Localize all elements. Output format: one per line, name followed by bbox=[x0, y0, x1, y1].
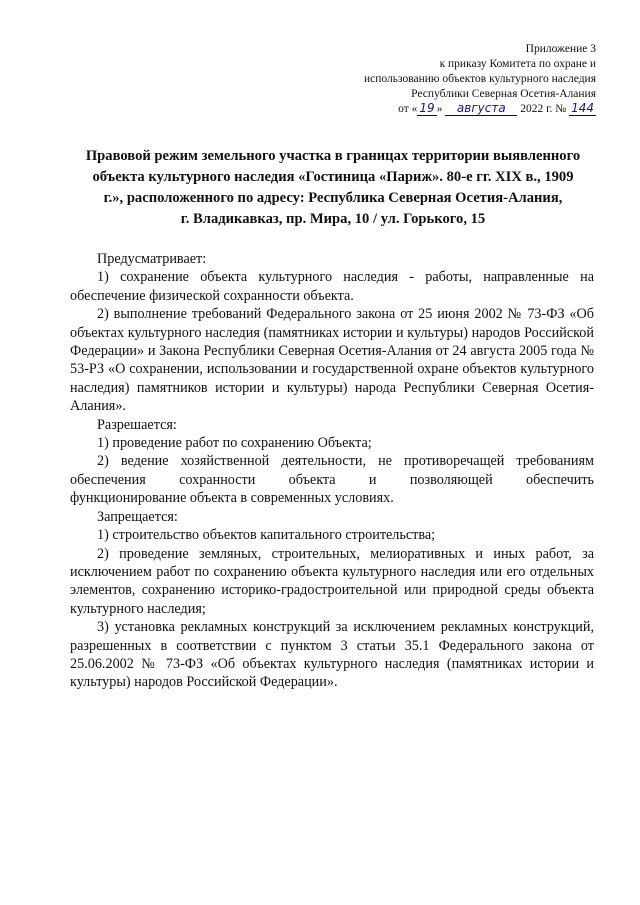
forbidden-item-3: 3) установка рекламных конструкций за исключением рекламных конструкций, разрешенных в соответствии с пунктом 3 статьи 35.1 Федерального закона от 25.06.2002 № 73-ФЗ «Об объектах культурного наследия (памятниках истории и культуры) народов Российской Федерации». bbox=[70, 619, 594, 691]
provides-heading: Предусматривает: bbox=[97, 251, 207, 267]
appendix-date-line bbox=[364, 102, 596, 117]
date-year: 2022 г. № bbox=[520, 103, 567, 115]
title-line-1: Правовой режим земельного участка в границах территории выявленного bbox=[85, 148, 581, 164]
handwritten-day: 19 bbox=[419, 101, 435, 115]
allowed-item-2: 2) ведение хозяйственной деятельности, не противоречащей требованиям обеспечения сохранности объекта и позволяющей обеспечить bbox=[70, 453, 594, 488]
date-mid: » bbox=[436, 103, 443, 115]
document-body bbox=[70, 250, 594, 692]
title-line-3: г.», расположенного по адресу: Республика Северная Осетия-Алания, bbox=[103, 190, 563, 206]
appendix-number: Приложение 3 bbox=[525, 43, 596, 55]
appendix-header bbox=[364, 42, 596, 117]
title-line-4: г. Владикавказ, пр. Мира, 10 / ул. Горького, 15 bbox=[180, 211, 486, 227]
allowed-item-2-continued: функционирование объекта в современных условиях. bbox=[70, 490, 394, 507]
allowed-heading: Разрешается: bbox=[97, 416, 177, 433]
appendix-committee-line: использованию объектов культурного наследия bbox=[363, 73, 596, 85]
provides-item-1: 1) сохранение объекта культурного наследия - работы, направленные на обеспечение физической сохранности объекта. bbox=[70, 269, 594, 304]
date-prefix: от « bbox=[398, 103, 418, 115]
forbidden-item-1: 1) строительство объектов капитального строительства; bbox=[97, 527, 436, 544]
appendix-order-line: к приказу Комитета по охране и bbox=[439, 58, 596, 70]
handwritten-month: августа bbox=[445, 102, 517, 116]
allowed-item-1: 1) проведение работ по сохранению Объекта; bbox=[97, 435, 372, 452]
title-line-2: объекта культурного наследия «Гостиница «Париж». 80-е гг. XIX в., 1909 bbox=[92, 169, 574, 185]
forbidden-item-2: 2) проведение земляных, строительных, мелиоративных и иных работ, за исключением работ по сохранению объекта культурного наследия или его отдельных элементов, сохранению историко-градостроительной или природной среды объекта культурного наследия; bbox=[70, 545, 594, 617]
forbidden-heading: Запрещается: bbox=[97, 508, 178, 525]
document-title bbox=[58, 146, 608, 230]
appendix-republic-line: Республики Северная Осетия-Алания bbox=[411, 88, 596, 100]
provides-item-2: 2) выполнение требований Федерального закона от 25 июня 2002 № 73-ФЗ «Об объектах культурного наследия (памятниках истории и культуры) народов Российской Федерации» и Закона Республики Северная Осетия-Алания от 24 августа 2005 года № 53-РЗ «О сохранении, использовании и государственной охране объектов культурного наследия) памятников истории и культуры) народа Республики Северная Осетия-Алания». bbox=[70, 306, 594, 415]
handwritten-number: 144 bbox=[571, 101, 594, 115]
